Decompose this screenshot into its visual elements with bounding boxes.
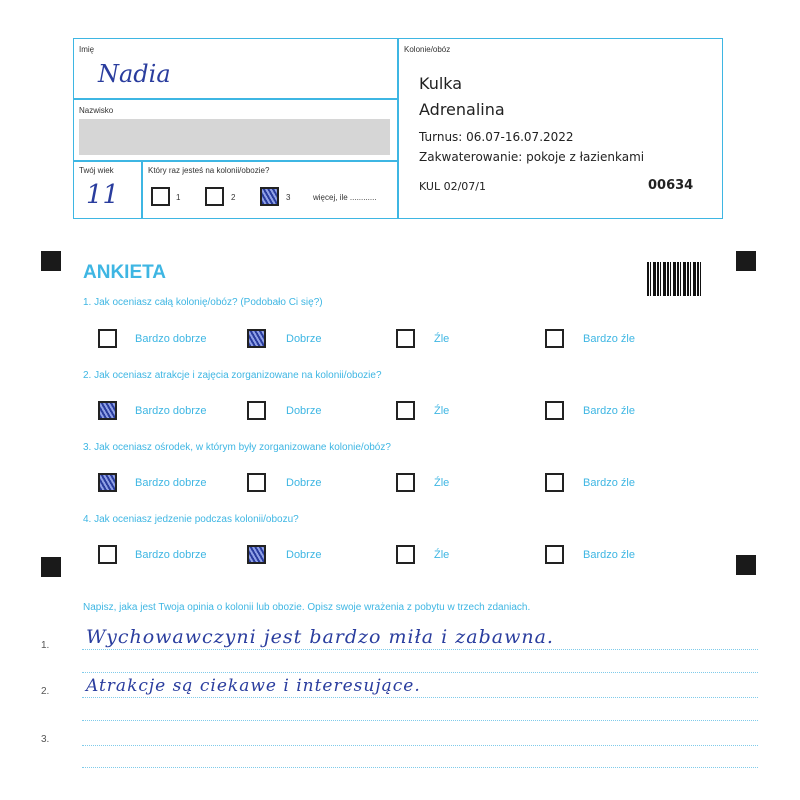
q4-option-bardzo-zle[interactable] — [545, 545, 564, 564]
barcode — [647, 262, 701, 296]
q4-label-zle: Źle — [434, 549, 450, 561]
surname-label: Nazwisko — [79, 106, 114, 115]
q2-option-zle[interactable] — [396, 401, 415, 420]
q2-label-bardzo-dobrze: Bardzo dobrze — [135, 405, 207, 417]
question-4: 4. Jak oceniasz jedzenie podczas kolonii/obozu? — [83, 514, 299, 525]
q2-label-zle: Źle — [434, 405, 450, 417]
q1-option-bardzo-dobrze[interactable] — [98, 329, 117, 348]
camp-label: Kolonie/obóz — [404, 45, 451, 54]
age-label: Twój wiek — [79, 166, 114, 175]
q3-label-bardzo-dobrze: Bardzo dobrze — [135, 477, 207, 489]
camp-code: KUL 02/07/1 — [419, 180, 486, 193]
registration-marker — [41, 251, 61, 271]
header-divider — [397, 38, 399, 219]
accommodation: Zakwaterowanie: pokoje z łazienkami — [419, 150, 645, 164]
survey-title: ANKIETA — [83, 262, 167, 283]
answer-line — [82, 745, 758, 746]
answer-line — [82, 767, 758, 768]
q2-label-dobrze: Dobrze — [286, 405, 322, 417]
q1-option-zle[interactable] — [396, 329, 415, 348]
name-value: Nadia — [98, 60, 171, 88]
q2-option-bardzo-dobrze[interactable] — [98, 401, 117, 420]
question-2: 2. Jak oceniasz atrakcje i zajęcia zorganizowane na kolonii/obozie? — [83, 370, 382, 381]
question-1: 1. Jak oceniasz całą kolonię/obóz? (Podobało Ci się?) — [83, 297, 323, 308]
q4-option-bardzo-dobrze[interactable] — [98, 545, 117, 564]
registration-marker — [736, 251, 756, 271]
opinion-prompt: Napisz, jaka jest Twoja opinia o kolonii lub obozie. Opisz swoje wrażenia z pobytu w trzech zdaniach. — [83, 602, 531, 613]
q3-option-bardzo-zle[interactable] — [545, 473, 564, 492]
q1-label-dobrze: Dobrze — [286, 333, 322, 345]
times-checkbox-2[interactable] — [205, 187, 224, 206]
q2-label-bardzo-zle: Bardzo źle — [583, 405, 635, 417]
q1-option-bardzo-zle[interactable] — [545, 329, 564, 348]
line-number: 2. — [41, 686, 50, 697]
turnus: Turnus: 06.07-16.07.2022 — [419, 130, 574, 144]
opinion-answer-2[interactable]: Atrakcje są ciekawe i interesujące. — [86, 676, 421, 696]
q4-label-dobrze: Dobrze — [286, 549, 322, 561]
q4-option-dobrze[interactable] — [247, 545, 266, 564]
q2-option-dobrze[interactable] — [247, 401, 266, 420]
registration-marker — [736, 555, 756, 575]
header-row-divider-1 — [73, 98, 398, 100]
age-divider — [141, 160, 143, 219]
name-label: Imię — [79, 45, 95, 54]
times-more-label: więcej, ile ............ — [313, 193, 377, 202]
question-3: 3. Jak oceniasz ośrodek, w którym były zorganizowane kolonie/obóz? — [83, 442, 391, 453]
registration-marker — [41, 557, 61, 577]
q3-label-zle: Źle — [434, 477, 450, 489]
answer-line — [82, 720, 758, 721]
q1-label-zle: Źle — [434, 333, 450, 345]
times-option-2: 2 — [231, 193, 236, 202]
q3-option-dobrze[interactable] — [247, 473, 266, 492]
q1-label-bardzo-dobrze: Bardzo dobrze — [135, 333, 207, 345]
q3-label-bardzo-zle: Bardzo źle — [583, 477, 635, 489]
form-number: 00634 — [648, 178, 694, 193]
q3-option-bardzo-dobrze[interactable] — [98, 473, 117, 492]
answer-line — [82, 697, 758, 698]
q4-option-zle[interactable] — [396, 545, 415, 564]
camp-name-2: Adrenalina — [419, 100, 505, 119]
q2-option-bardzo-zle[interactable] — [545, 401, 564, 420]
camp-name-1: Kulka — [419, 74, 463, 93]
surname-redaction — [79, 119, 390, 155]
line-number: 1. — [41, 640, 50, 651]
line-number: 3. — [41, 734, 50, 745]
answer-line — [82, 649, 758, 650]
q4-label-bardzo-dobrze: Bardzo dobrze — [135, 549, 207, 561]
times-checkbox-1[interactable] — [151, 187, 170, 206]
age-value: 11 — [86, 180, 120, 210]
times-option-3: 3 — [286, 193, 291, 202]
q3-label-dobrze: Dobrze — [286, 477, 322, 489]
times-label: Który raz jesteś na kolonii/obozie? — [148, 166, 270, 175]
q3-option-zle[interactable] — [396, 473, 415, 492]
answer-line — [82, 672, 758, 673]
times-checkbox-3[interactable] — [260, 187, 279, 206]
opinion-answer-1[interactable]: Wychowawczyni jest bardzo miła i zabawna. — [86, 626, 554, 648]
times-option-1: 1 — [176, 193, 181, 202]
q4-label-bardzo-zle: Bardzo źle — [583, 549, 635, 561]
q1-option-dobrze[interactable] — [247, 329, 266, 348]
header-row-divider-2 — [73, 160, 398, 162]
q1-label-bardzo-zle: Bardzo źle — [583, 333, 635, 345]
